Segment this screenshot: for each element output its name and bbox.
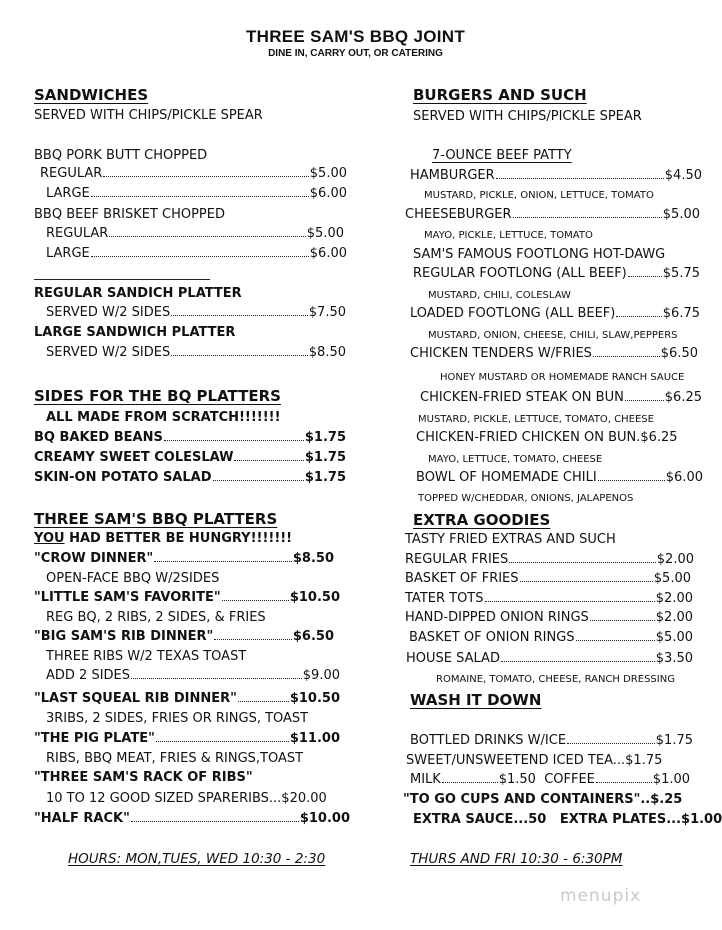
big-sam-desc: THREE RIBS W/2 TEXAS TOAST bbox=[46, 649, 247, 664]
item-name: "BIG SAM'S RIB DINNER" bbox=[34, 629, 214, 644]
menu-item-hamburger bbox=[410, 168, 702, 183]
platters-note bbox=[34, 531, 292, 546]
menu-item-cf-steak bbox=[420, 390, 702, 405]
cf-steak-desc: MUSTARD, PICKLE, LETTUCE, TOMATO, CHEESE bbox=[418, 414, 654, 425]
item-name: MILK bbox=[410, 772, 441, 787]
menu-item-extra-sauce-plates: EXTRA SAUCE...50 EXTRA PLATES...$1.00 bbox=[413, 812, 722, 827]
leader-dots bbox=[171, 355, 308, 356]
item-price: $6.50 bbox=[660, 346, 698, 361]
item-name: CHICKEN TENDERS W/FRIES bbox=[410, 346, 592, 361]
item-price: $5.00 bbox=[662, 207, 700, 222]
menu-item-basket-fries bbox=[405, 571, 691, 586]
item-name: LOADED FOOTLONG (ALL BEEF) bbox=[410, 306, 616, 321]
item-name: SERVED W/2 SIDES bbox=[46, 305, 171, 320]
item-price: $4.50 bbox=[664, 168, 702, 183]
menu-item-regular-fries bbox=[405, 552, 694, 567]
hours-weekday: HOURS: MON,TUES, WED 10:30 - 2:30 bbox=[68, 851, 326, 867]
leader-dots bbox=[234, 460, 303, 461]
leader-dots bbox=[109, 236, 305, 237]
item-price: $10.50 bbox=[289, 590, 340, 605]
menu-item-tater-tots bbox=[405, 591, 693, 606]
menu-item-iced-tea: SWEET/UNSWEETEND ICED TEA...$1.75 bbox=[406, 753, 663, 768]
menu-item-beef-large bbox=[46, 246, 347, 261]
reg-platter-title: REGULAR SANDICH PLATTER bbox=[34, 286, 242, 301]
chili-desc: TOPPED W/CHEDDAR, ONIONS, JALAPENOS bbox=[418, 493, 634, 504]
menu-item-milk-coffee bbox=[410, 772, 690, 787]
menu-item-last-squeal bbox=[34, 691, 340, 706]
leader-dots bbox=[214, 639, 292, 640]
rack-title: "THREE SAM'S RACK OF RIBS" bbox=[34, 770, 253, 785]
menu-item-house-salad bbox=[406, 651, 693, 666]
watermark: menupix bbox=[560, 886, 642, 906]
leader-dots bbox=[598, 480, 665, 481]
item-name: TATER TOTS bbox=[405, 591, 484, 606]
item-price: $1.75 bbox=[304, 430, 346, 445]
item-price: $6.75 bbox=[662, 306, 700, 321]
menu-item-crow-dinner bbox=[34, 551, 334, 566]
item-name: REGULAR bbox=[40, 166, 103, 181]
item-price: $1.75 bbox=[625, 753, 663, 768]
item-name: "LITTLE SAM'S FAVORITE" bbox=[34, 590, 221, 605]
menu-item-tenders bbox=[410, 346, 698, 361]
leader-dots bbox=[131, 821, 299, 822]
hamburger-desc: MUSTARD, PICKLE, ONION, LETTUCE, TOMATO bbox=[424, 190, 654, 201]
leader-dots bbox=[238, 701, 289, 702]
hours-weekend: THURS AND FRI 10:30 - 6:30PM bbox=[410, 851, 623, 867]
item-name: SERVED W/2 SIDES bbox=[46, 345, 171, 360]
item-name: "HALF RACK" bbox=[34, 811, 130, 826]
note-you: YOU bbox=[34, 531, 65, 546]
item-price: $6.25 bbox=[640, 430, 678, 445]
leader-dots bbox=[509, 562, 656, 563]
item-price: $6.00 bbox=[309, 246, 347, 261]
leader-dots bbox=[171, 315, 308, 316]
item-price: $3.50 bbox=[655, 651, 693, 666]
leader-dots bbox=[103, 176, 308, 177]
pig-plate-desc: RIBS, BBQ MEAT, FRIES & RINGS,TOAST bbox=[46, 751, 304, 766]
item-price: $2.00 bbox=[655, 591, 693, 606]
leader-dots bbox=[567, 743, 655, 744]
plates-name: EXTRA PLATES bbox=[559, 812, 667, 827]
item-name: REGULAR bbox=[46, 226, 109, 241]
item-price: $.25 bbox=[650, 792, 683, 807]
beef-title: BBQ BEEF BRISKET CHOPPED bbox=[34, 207, 225, 222]
cheeseburger-desc: MAYO, PICKLE, LETTUCE, TOMATO bbox=[424, 230, 593, 241]
item-price: $20.00 bbox=[281, 791, 327, 806]
patty-title: 7-OUNCE BEEF PATTY bbox=[432, 148, 572, 163]
menu-item-cheeseburger bbox=[405, 207, 700, 222]
item-price: $8.50 bbox=[292, 551, 334, 566]
leader-dots bbox=[485, 601, 655, 602]
leader-dots bbox=[593, 356, 660, 357]
leader-dots bbox=[154, 561, 292, 562]
menu-item-potato-salad bbox=[34, 470, 346, 485]
item-price: $5.75 bbox=[662, 266, 700, 281]
leader-dots bbox=[628, 276, 662, 277]
item-name: HAMBURGER bbox=[410, 168, 495, 183]
platters-heading: THREE SAM'S BBQ PLATTERS bbox=[34, 510, 278, 528]
menu-item-pork-regular bbox=[40, 166, 347, 181]
item-price: $1.75 bbox=[304, 450, 346, 465]
section-divider bbox=[34, 279, 210, 280]
leader-dots bbox=[513, 217, 662, 218]
leader-dots bbox=[91, 256, 309, 257]
leader-dots bbox=[442, 782, 498, 783]
menu-item-big-sam bbox=[34, 629, 334, 644]
menu-item-reg-footlong bbox=[413, 266, 700, 281]
note-rest: HAD BETTER BE HUNGRY!!!!!!! bbox=[64, 531, 293, 546]
menu-item-rack bbox=[46, 791, 327, 806]
item-name: SWEET/UNSWEETEND ICED TEA bbox=[406, 753, 613, 768]
item-name: LARGE bbox=[46, 246, 90, 261]
menu-item-cf-chicken bbox=[416, 430, 702, 445]
leader-dots bbox=[91, 196, 309, 197]
sides-heading: SIDES FOR THE BQ PLATTERS bbox=[34, 387, 281, 405]
item-name: 10 TO 12 GOOD SIZED SPARERIBS... bbox=[46, 791, 282, 806]
burgers-note: SERVED WITH CHIPS/PICKLE SPEAR bbox=[413, 109, 642, 124]
last-squeal-desc: 3RIBS, 2 SIDES, FRIES OR RINGS, TOAST bbox=[46, 711, 309, 726]
item-price: $1.75 bbox=[655, 733, 693, 748]
item-price: $11.00 bbox=[289, 731, 340, 746]
salad-desc: ROMAINE, TOMATO, CHEESE, RANCH DRESSING bbox=[436, 674, 675, 685]
item-price: $10.50 bbox=[289, 691, 340, 706]
pork-title: BBQ PORK BUTT CHOPPED bbox=[34, 148, 208, 163]
item-price: $5.00 bbox=[309, 166, 347, 181]
item-name: BOTTLED DRINKS W/ICE bbox=[410, 733, 567, 748]
tenders-desc: HONEY MUSTARD OR HOMEMADE RANCH SAUCE bbox=[440, 372, 685, 383]
sauce-name: EXTRA SAUCE.. bbox=[413, 812, 524, 827]
menu-item-to-go bbox=[403, 792, 682, 807]
extras-heading: EXTRA GOODIES bbox=[413, 511, 551, 529]
menu-item-half-rack bbox=[34, 811, 350, 826]
item-price: $2.00 bbox=[655, 610, 693, 625]
menu-item-large-platter bbox=[46, 345, 346, 360]
leader-dots bbox=[131, 678, 302, 679]
item-name: BASKET OF FRIES bbox=[405, 571, 519, 586]
item-name: "CROW DINNER" bbox=[34, 551, 154, 566]
item-name: CREAMY SWEET COLESLAW bbox=[34, 450, 234, 465]
loaded-footlong-desc: MUSTARD, ONION, CHEESE, CHILI, SLAW,PEPPERS bbox=[428, 330, 678, 341]
large-platter-title: LARGE SANDWICH PLATTER bbox=[34, 325, 236, 340]
leader-dots bbox=[590, 620, 655, 621]
item-price: $5.00 bbox=[306, 226, 344, 241]
item-name: CHICKEN-FRIED STEAK ON BUN bbox=[420, 390, 624, 405]
hotdawg-title: SAM'S FAMOUS FOOTLONG HOT-DAWG bbox=[413, 247, 666, 262]
leader-dots bbox=[576, 640, 655, 641]
item-name: CHICKEN-FRIED CHICKEN ON BUN. bbox=[416, 430, 641, 445]
menu-item-loaded-footlong bbox=[410, 306, 700, 321]
leader-dots bbox=[222, 600, 289, 601]
item-name: "THE PIG PLATE" bbox=[34, 731, 155, 746]
item-price: $9.00 bbox=[302, 668, 340, 683]
menu-item-pig-plate bbox=[34, 731, 340, 746]
menu-item-bottled-drinks bbox=[410, 733, 693, 748]
sandwiches-note: SERVED WITH CHIPS/PICKLE SPEAR bbox=[34, 108, 263, 123]
item-price: $6.50 bbox=[292, 629, 334, 644]
menu-item-chili bbox=[416, 470, 703, 485]
item-name: BASKET OF ONION RINGS bbox=[409, 630, 575, 645]
item-price: $8.50 bbox=[308, 345, 346, 360]
item-name: CHEESEBURGER bbox=[405, 207, 512, 222]
item-name: ADD 2 SIDES bbox=[46, 668, 131, 683]
leader-dots bbox=[616, 316, 661, 317]
menu-item-baked-beans bbox=[34, 430, 346, 445]
leader-dots bbox=[596, 782, 652, 783]
menu-item-basket-onion-rings bbox=[409, 630, 693, 645]
item-name: BQ BAKED BEANS bbox=[34, 430, 163, 445]
sides-note: ALL MADE FROM SCRATCH!!!!!!! bbox=[46, 410, 281, 425]
item-price: $6.00 bbox=[309, 186, 347, 201]
plates-price: $1.00 bbox=[681, 812, 722, 827]
leader-dots bbox=[213, 480, 304, 481]
leader-dots bbox=[496, 178, 664, 179]
cf-chicken-desc: MAYO, LETTUCE, TOMATO, CHEESE bbox=[428, 454, 603, 465]
item-price: $7.50 bbox=[308, 305, 346, 320]
item-price: $6.00 bbox=[665, 470, 703, 485]
menu-item-coleslaw bbox=[34, 450, 346, 465]
leader-dots bbox=[164, 440, 304, 441]
restaurant-title: THREE SAM'S BBQ JOINT bbox=[245, 27, 466, 46]
burgers-heading: BURGERS AND SUCH bbox=[413, 86, 587, 104]
item-price: $5.00 bbox=[653, 571, 691, 586]
reg-footlong-desc: MUSTARD, CHILI, COLESLAW bbox=[428, 290, 571, 301]
crow-desc: OPEN-FACE BBQ W/2SIDES bbox=[46, 571, 220, 586]
menu-item-add-sides bbox=[46, 668, 340, 683]
item-name: "LAST SQUEAL RIB DINNER" bbox=[34, 691, 237, 706]
restaurant-subtitle: DINE IN, CARRY OUT, OR CATERING bbox=[268, 48, 443, 59]
item-price: $1.75 bbox=[304, 470, 346, 485]
item-name: REGULAR FOOTLONG (ALL BEEF) bbox=[413, 266, 627, 281]
item-price: $10.00 bbox=[299, 811, 350, 826]
item-name: BOWL OF HOMEMADE CHILI bbox=[416, 470, 597, 485]
leader-dots bbox=[625, 400, 664, 401]
menu-item-beef-regular bbox=[46, 226, 344, 241]
item-name: SKIN-ON POTATO SALAD bbox=[34, 470, 212, 485]
menu-item-reg-platter bbox=[46, 305, 346, 320]
coffee-price: $1.00 bbox=[652, 772, 691, 787]
leader-dots bbox=[156, 741, 289, 742]
item-name: LARGE bbox=[46, 186, 90, 201]
item-name: "TO GO CUPS AND CONTAINERS".. bbox=[403, 792, 651, 807]
sandwiches-heading: SANDWICHES bbox=[34, 86, 149, 104]
leader-dots bbox=[501, 661, 655, 662]
item-name: HAND-DIPPED ONION RINGS bbox=[405, 610, 589, 625]
menu-item-onion-rings bbox=[405, 610, 693, 625]
item-name: REGULAR FRIES bbox=[405, 552, 509, 567]
extras-note: TASTY FRIED EXTRAS AND SUCH bbox=[405, 532, 616, 547]
item-price: $5.00 bbox=[655, 630, 693, 645]
menu-item-pork-large bbox=[46, 186, 347, 201]
item-price: $2.00 bbox=[656, 552, 694, 567]
drinks-heading: WASH IT DOWN bbox=[410, 691, 542, 709]
item-price: $1.50 bbox=[498, 772, 536, 787]
item-price: $6.25 bbox=[664, 390, 702, 405]
sauce-price: .50 bbox=[523, 812, 547, 827]
coffee-name: COFFEE bbox=[544, 772, 595, 787]
little-sam-desc: REG BQ, 2 RIBS, 2 SIDES, & FRIES bbox=[46, 610, 266, 625]
menu-item-little-sam bbox=[34, 590, 340, 605]
leader-dots bbox=[520, 581, 653, 582]
item-name: HOUSE SALAD bbox=[406, 651, 500, 666]
